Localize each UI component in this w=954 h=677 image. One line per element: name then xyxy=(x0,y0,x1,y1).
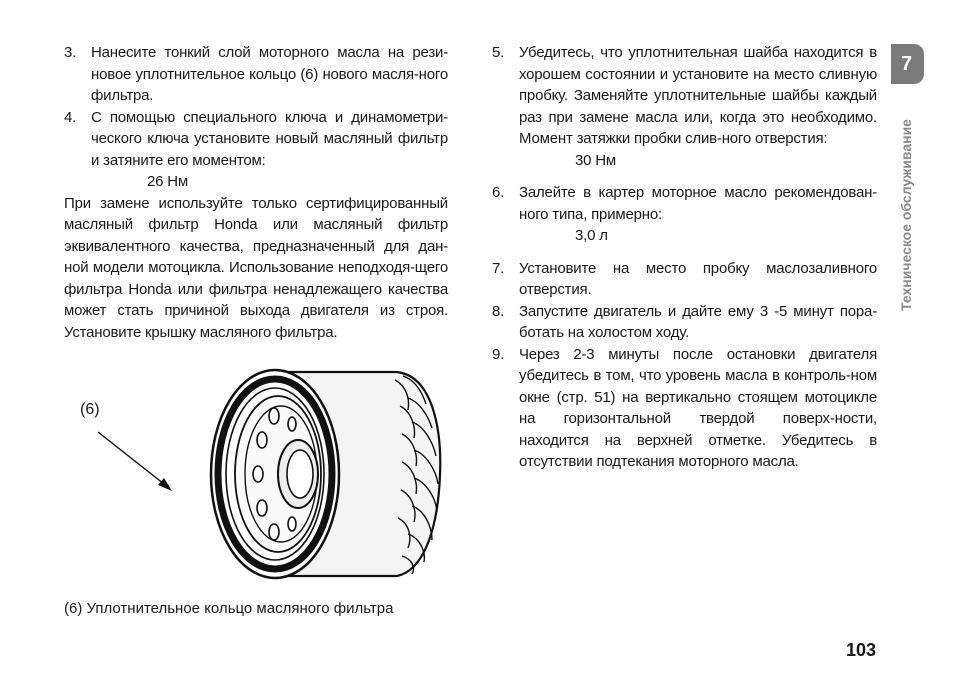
oil-filter-illustration xyxy=(60,358,460,588)
page-number: 103 xyxy=(845,640,876,660)
step-number: 7. xyxy=(492,259,505,277)
filter-note: При замене используйте только сертифицированный масляный фильтр Honda или масляный фильтр эквивалентного качества, предназначенный для дан-ной модели мотоцикла. Использование неподходя-щего фильтра Honda или фильтра ненадлежащего качества может стать причиной выхода двигателя из строя. Установите крышку масляного фильтра. xyxy=(64,194,448,341)
chapter-title: Техническое обслуживание xyxy=(898,119,914,311)
step-9 xyxy=(492,344,877,473)
step-6 xyxy=(492,182,877,225)
torque-value: 30 Нм xyxy=(575,151,616,169)
chapter-number: 7 xyxy=(900,53,913,75)
step-7 xyxy=(492,258,877,301)
right-column xyxy=(492,42,877,473)
step-number: 6. xyxy=(492,184,505,201)
step-number: 9. xyxy=(492,345,505,363)
step-3 xyxy=(64,42,448,107)
left-column xyxy=(64,42,448,343)
callout-label: (6) xyxy=(80,401,100,418)
torque-value: 26 Нм xyxy=(147,173,188,190)
step-text: Залейте в картер моторное масло рекомендован-ного типа, примерно: xyxy=(519,184,877,223)
step-number: 5. xyxy=(492,44,505,61)
oil-volume-value: 3,0 л xyxy=(575,227,608,244)
step-text: Убедитесь, что уплотнительная шайба находится в хорошем состоянии и установите на место сливную пробку. Заменяйте уплотнительные шайбы каждый раз при замене масла или, когда это необходимо. Момент затяжки пробки слив-ного отверстия: xyxy=(519,44,877,147)
step-text: С помощью специального ключа и динамометри-ческого ключа установите новый масляный фильтр и затяните его моментом: xyxy=(91,108,448,169)
step-text: Через 2-3 минуты после остановки двигателя убедитесь в том, что уровень масла в контроль-ном окне (стр. 51) на вертикально стоящем мотоцикле на горизонтальной твердой поверх-ности, находится на верхней отметке. Убедитесь в отсутствии подтекания моторного масла. xyxy=(519,345,877,470)
step-number: 4. xyxy=(64,108,77,126)
step-text: Установите на место пробку маслозаливного отверстия. xyxy=(519,259,877,298)
figure-caption: (6) Уплотнительное кольцо масляного фильтра xyxy=(64,600,394,617)
step-5 xyxy=(492,42,877,150)
step-number: 8. xyxy=(492,302,505,320)
step-text: Нанесите тонкий слой моторного масла на рези-новое уплотнительное кольцо (6) нового масля-ного фильтра. xyxy=(91,44,448,104)
step-4 xyxy=(64,107,448,172)
step-number: 3. xyxy=(64,44,77,61)
chapter-tab xyxy=(891,44,924,84)
step-8 xyxy=(492,301,877,344)
step-text: Запустите двигатель и дайте ему 3 -5 минут пора-ботать на холостом ходу. xyxy=(519,302,877,341)
